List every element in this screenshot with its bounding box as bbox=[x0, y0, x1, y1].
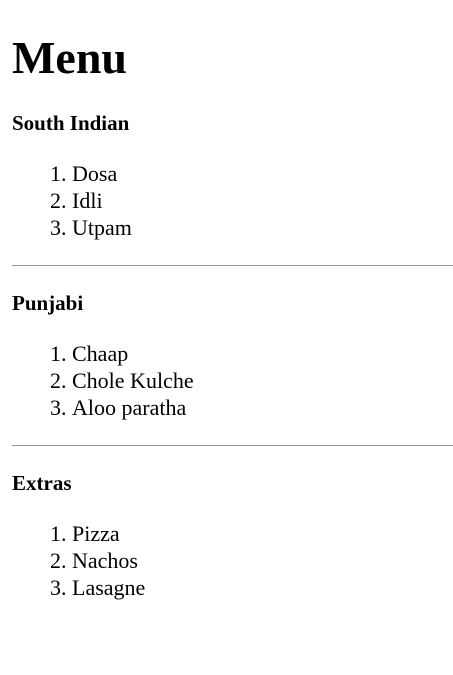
list-punjabi bbox=[12, 340, 453, 421]
section-heading-extras: Extras bbox=[12, 471, 72, 495]
list-extras bbox=[12, 520, 453, 601]
list-item: 2. Nachos bbox=[72, 547, 453, 574]
section-divider bbox=[12, 445, 453, 446]
list-item: 2. Idli bbox=[72, 187, 453, 214]
list-item: 3. Utpam bbox=[72, 214, 453, 241]
list-item: 1. Pizza bbox=[72, 520, 453, 547]
section-heading-south-indian: South Indian bbox=[12, 111, 130, 135]
list-item: 3. Lasagne bbox=[72, 574, 453, 601]
list-item: 1. Dosa bbox=[72, 160, 453, 187]
section-divider bbox=[12, 265, 453, 266]
section-heading-punjabi: Punjabi bbox=[12, 291, 84, 315]
list-south-indian bbox=[12, 160, 453, 241]
list-item: 3. Aloo paratha bbox=[72, 394, 453, 421]
list-item: 1. Chaap bbox=[72, 340, 453, 367]
list-item: 2. Chole Kulche bbox=[72, 367, 453, 394]
page-title: Menu bbox=[12, 32, 127, 83]
